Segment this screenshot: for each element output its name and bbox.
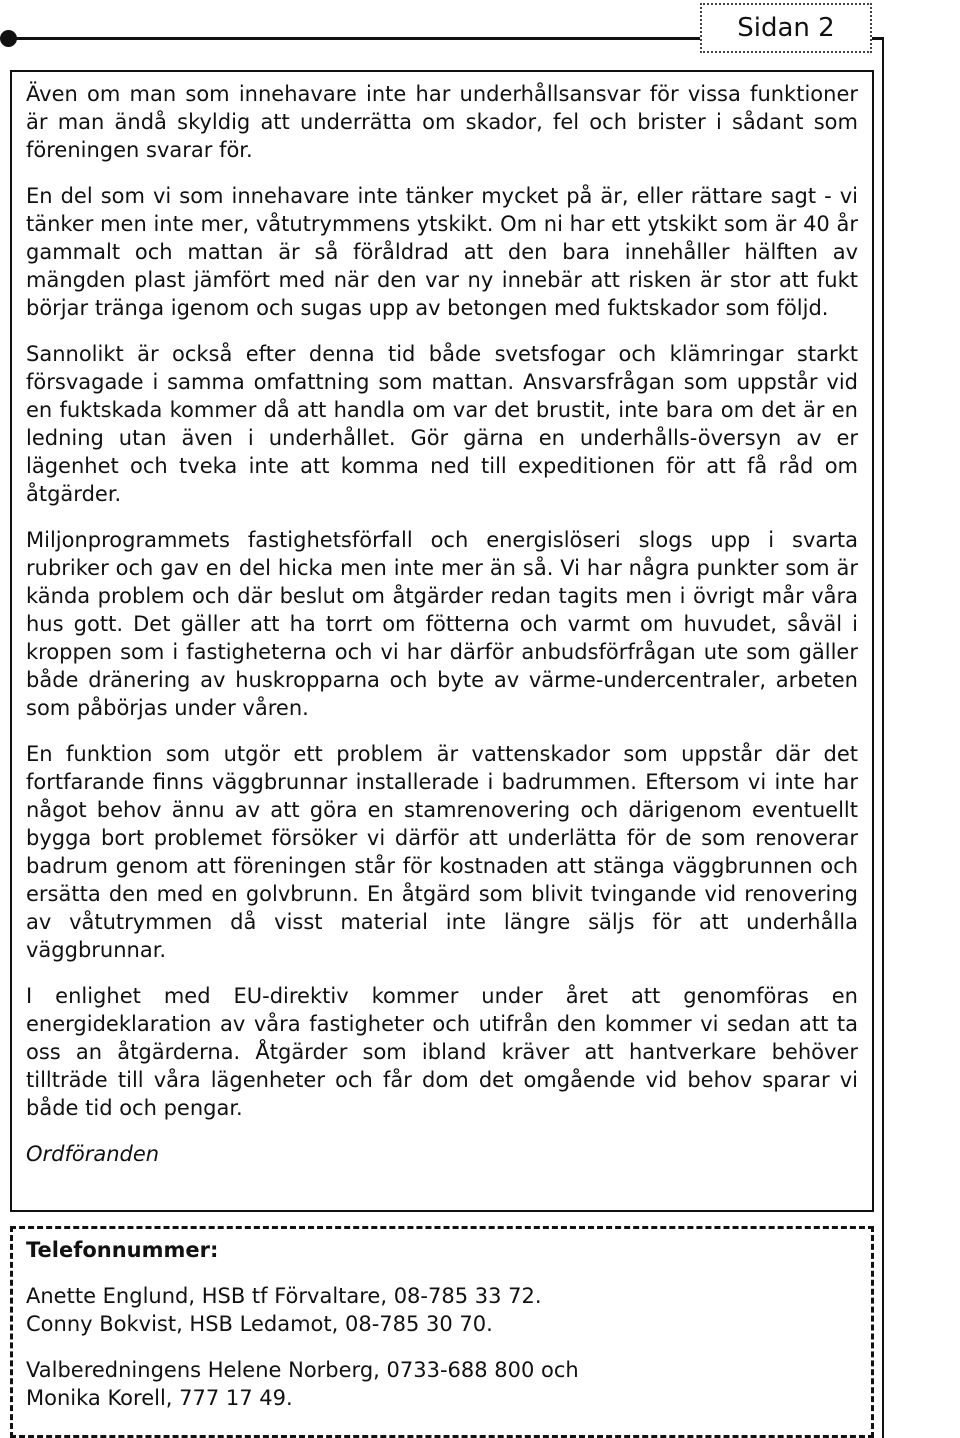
article-body [26, 80, 858, 1186]
side-rule [882, 37, 884, 1438]
paragraph-2: En del som vi som innehavare inte tänker mycket på är, eller rättare sagt - vi tänker men inte mer, våtutrymmens ytskikt. Om ni har ett ytskikt som är 40 år gammalt och mattan är så föråldrad att den bara innehåller hälften av mängden plast jämfört med när den var ny innebär att risken är stor att fukt börjar tränga igenom och sugas upp av betongen med fuktskador som följd. [26, 184, 858, 320]
contact-line: Valberedningens Helene Norberg, 0733-688 800 och [26, 1358, 579, 1382]
signature: Ordföranden [26, 1142, 160, 1166]
contact-line: Monika Korell, 777 17 49. [26, 1386, 293, 1410]
page-number-label: Sidan 2 [700, 3, 872, 53]
contact-box [26, 1236, 856, 1430]
paragraph-1: Även om man som innehavare inte har underhållsansvar för vissa funktioner är man ändå skyldig att underrätta om skador, fel och brister i sådant som föreningen svarar för. [26, 82, 858, 162]
contact-group-staff [26, 1282, 856, 1338]
contact-heading: Telefonnummer: [26, 1238, 219, 1262]
paragraph-5: En funktion som utgör ett problem är vattenskador som uppstår där det fortfarande finns väggbrunnar installerade i badrummen. Eftersom vi inte har något behov ännu av att göra en stamrenovering och därigenom eventuellt bygga bort problemet försöker vi därför att underlätta för de som renoverar badrum genom att föreningen står för kostnaden att stänga väggbrunnen och ersätta den med en golvbrunn. En åtgärd som blivit tvingande vid renovering av våtutrymmen då visst material inte längre säljs för att underhålla väggbrunnar. [26, 742, 858, 962]
paragraph-4: Miljonprogrammets fastighetsförfall och energislöseri slogs upp i svarta rubriker och gav en del hicka men inte mer än så. Vi har några punkter som är kända problem och där beslut om åtgärder redan tagits men i övrigt mår våra hus gott. Det gäller att ha torrt om fötterna och varmt om huvudet, såväl i kroppen som i fastigheterna och vi har därför anbudsförfrågan ute som gäller både dränering av huskropparna och byte av värme-undercentraler, arbeten som påbörjas under våren. [26, 528, 858, 720]
paragraph-6: I enlighet med EU-direktiv kommer under året att genomföras en energideklaration av våra fastigheter och utifrån den kommer vi sedan att ta oss an åtgärderna. Åtgärder som ibland kräver att hantverkare behöver tillträde till våra lägenheter och får dom det omgående vid behov sparar vi både tid och pengar. [26, 984, 858, 1120]
paragraph-3: Sannolikt är också efter denna tid både svetsfogar och klämringar starkt försvagade i samma omfattning som mattan. Ansvarsfrågan som uppstår vid en fuktskada kommer då att handla om var det brustit, inte bara om det är en ledning utan även i underhållet. Gör gärna en underhålls-översyn av er lägenhet och tveka inte att komma ned till expeditionen för att få råd om åtgärder. [26, 342, 858, 506]
header-rule [10, 37, 700, 40]
contact-group-nomination [26, 1356, 856, 1412]
contact-line: Anette Englund, HSB tf Förvaltare, 08-785 33 72. [26, 1284, 542, 1308]
contact-line: Conny Bokvist, HSB Ledamot, 08-785 30 70. [26, 1312, 493, 1336]
